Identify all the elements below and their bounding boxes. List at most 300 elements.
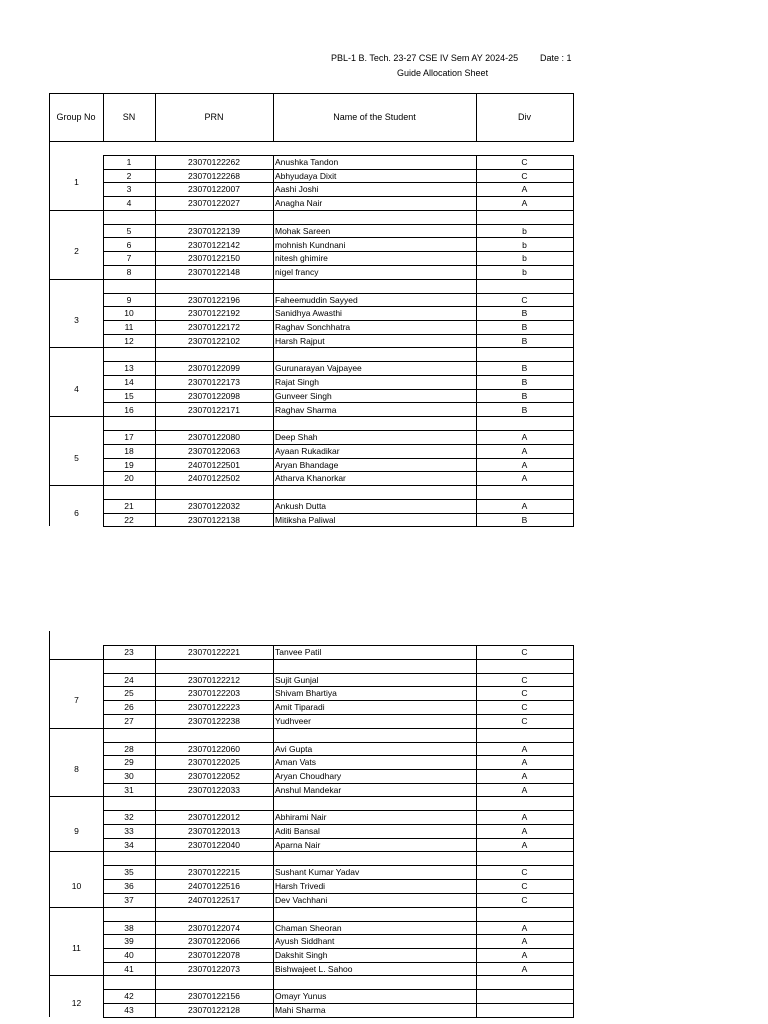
grid-line <box>103 673 104 728</box>
grid-line <box>273 659 274 673</box>
grid-line <box>155 810 156 851</box>
div-cell: C <box>521 157 528 167</box>
sn-cell: 32 <box>124 812 134 823</box>
prn-cell: 23070122033 <box>187 784 240 795</box>
grid-line <box>476 921 477 975</box>
grid-line <box>273 728 274 742</box>
sn-cell: 12 <box>124 335 134 346</box>
prn-cell: 23070122139 <box>187 225 240 236</box>
grid-line <box>155 659 156 673</box>
student-name-cell: Faheemuddin Sayyed <box>275 294 358 305</box>
grid-line <box>103 796 104 810</box>
grid-line <box>49 907 50 921</box>
student-name-cell: Raghav Sharma <box>275 404 337 415</box>
sn-cell: 42 <box>124 991 134 1002</box>
sn-cell: 17 <box>124 432 134 443</box>
grid-line <box>49 728 574 729</box>
student-name-cell: Shivam Bhartiya <box>275 688 337 699</box>
student-name-cell: Rajat Singh <box>275 377 319 388</box>
div-cell: B <box>521 514 528 525</box>
div-cell: C <box>521 867 528 878</box>
grid-line <box>273 810 274 851</box>
grid-line <box>49 279 574 280</box>
grid-line <box>103 210 104 224</box>
grid-line <box>476 796 477 810</box>
div-cell: B <box>521 335 528 346</box>
student-name-cell: Omayr Yunus <box>275 991 327 1002</box>
sn-cell: 36 <box>124 881 134 892</box>
div-cell: A <box>521 459 528 470</box>
grid-line <box>273 921 274 975</box>
student-name-cell: Raghav Sonchhatra <box>275 322 351 332</box>
prn-cell: 23070122074 <box>187 922 240 933</box>
grid-line <box>103 851 104 865</box>
grid-line <box>273 293 274 347</box>
prn-cell: 23070122221 <box>187 647 240 657</box>
sn-cell: 2 <box>126 170 132 181</box>
sheet-subtitle: Guide Allocation Sheet <box>397 68 489 78</box>
grid-line <box>573 293 574 347</box>
grid-line <box>476 975 477 989</box>
grid-line <box>103 728 104 742</box>
sn-cell: 24 <box>124 674 134 685</box>
grid-line <box>155 989 156 1017</box>
div-cell: A <box>521 501 528 511</box>
grid-line <box>155 485 156 499</box>
student-name-cell: Deep Shah <box>275 432 318 443</box>
grid-line <box>273 673 274 728</box>
div-cell: A <box>521 963 528 974</box>
div-cell: A <box>521 184 528 195</box>
grid-line <box>476 347 477 361</box>
grid-line <box>49 907 574 908</box>
column-header-div: Div <box>518 112 531 122</box>
grid-line <box>103 921 104 975</box>
grid-line <box>476 224 477 279</box>
sn-cell: 18 <box>124 445 134 456</box>
prn-cell: 23070122156 <box>187 991 240 1002</box>
student-name-cell: mohnish Kundnani <box>275 239 346 250</box>
sn-cell: 30 <box>124 770 134 781</box>
sn-cell: 33 <box>124 826 134 836</box>
student-name-cell: Ankush Dutta <box>275 501 327 511</box>
div-cell: B <box>521 404 528 415</box>
student-name-cell: Amit Tiparadi <box>275 702 325 713</box>
grid-line <box>103 921 574 922</box>
div-cell: B <box>521 363 528 374</box>
grid-line <box>49 210 50 224</box>
sn-cell: 5 <box>126 225 132 236</box>
student-name-cell: Aditi Bansal <box>275 826 320 836</box>
grid-line <box>476 155 477 210</box>
grid-line <box>476 989 477 1017</box>
student-name-cell: Anushka Tandon <box>275 157 339 167</box>
div-cell: C <box>521 688 528 699</box>
grid-line <box>49 347 574 348</box>
sn-cell: 23 <box>124 647 134 657</box>
sn-cell: 37 <box>124 894 134 905</box>
sn-cell: 35 <box>124 867 134 878</box>
sn-cell: 15 <box>124 390 134 401</box>
student-name-cell: Aashi Joshi <box>275 184 319 195</box>
student-name-cell: Gunveer Singh <box>275 390 332 401</box>
student-name-cell: Anagha Nair <box>275 198 323 209</box>
grid-line <box>103 155 104 210</box>
group-number: 9 <box>74 826 79 836</box>
grid-line <box>103 361 574 362</box>
grid-line <box>103 224 104 279</box>
grid-line <box>273 989 274 1017</box>
prn-cell: 23070122052 <box>187 770 240 781</box>
prn-cell: 23070122262 <box>187 157 240 167</box>
sn-cell: 8 <box>126 266 132 277</box>
prn-cell: 23070122063 <box>187 445 240 456</box>
div-cell: A <box>521 949 528 960</box>
grid-line <box>476 728 477 742</box>
grid-line <box>155 645 156 659</box>
grid-line <box>103 499 104 526</box>
grid-line <box>476 279 477 293</box>
div-cell: A <box>521 757 528 768</box>
sn-cell: 3 <box>126 184 132 195</box>
grid-line <box>573 796 574 810</box>
grid-line <box>49 485 50 499</box>
student-name-cell: Harsh Rajput <box>275 335 325 346</box>
sn-cell: 10 <box>124 308 134 319</box>
grid-line <box>273 485 274 499</box>
prn-cell: 23070122138 <box>187 514 240 525</box>
grid-line <box>155 673 156 728</box>
grid-line <box>573 810 574 851</box>
grid-line <box>155 499 156 526</box>
prn-cell: 23070122238 <box>187 715 240 726</box>
grid-line <box>573 499 574 526</box>
grid-line <box>155 921 156 975</box>
div-cell: A <box>521 432 528 443</box>
column-header-group-no: Group No <box>56 112 96 122</box>
grid-line <box>573 430 574 485</box>
grid-line <box>573 975 574 989</box>
div-cell: C <box>521 170 528 181</box>
prn-cell: 23070122099 <box>187 363 240 374</box>
grid-line <box>155 224 156 279</box>
prn-cell: 23070122196 <box>187 294 240 305</box>
div-cell: b <box>522 266 527 277</box>
grid-line <box>476 907 477 921</box>
grid-line <box>573 645 574 659</box>
grid-line <box>103 645 574 646</box>
student-name-cell: Anshul Mandekar <box>275 784 342 795</box>
student-name-cell: Atharva Khanorkar <box>275 473 346 484</box>
prn-cell: 23070122098 <box>187 390 240 401</box>
grid-line <box>476 416 477 430</box>
grid-line <box>573 989 574 1017</box>
grid-line <box>103 742 574 743</box>
grid-line <box>103 430 104 485</box>
student-name-cell: Aparna Nair <box>275 839 321 850</box>
student-name-cell: Aryan Bhandage <box>275 459 339 470</box>
div-cell: C <box>521 715 528 726</box>
grid-line <box>476 430 477 485</box>
div-cell: A <box>521 743 528 754</box>
sn-cell: 7 <box>126 253 132 264</box>
prn-cell: 23070122060 <box>187 743 240 754</box>
sn-cell: 6 <box>126 239 132 250</box>
grid-line <box>49 416 574 417</box>
grid-line <box>155 210 156 224</box>
div-cell: C <box>521 702 528 713</box>
student-name-cell: Mohak Sareen <box>275 225 331 236</box>
grid-line <box>155 279 156 293</box>
grid-line <box>103 989 574 990</box>
div-cell: A <box>521 784 528 795</box>
group-number: 10 <box>71 881 82 891</box>
sn-cell: 27 <box>124 715 134 726</box>
sn-cell: 22 <box>124 514 134 525</box>
grid-line <box>155 293 156 347</box>
grid-line <box>103 810 104 851</box>
grid-line <box>49 631 50 659</box>
div-cell: A <box>521 812 528 823</box>
sn-cell: 34 <box>124 839 134 850</box>
prn-cell: 23070122013 <box>187 826 240 836</box>
group-number: 1 <box>74 177 79 187</box>
grid-line <box>155 155 156 210</box>
student-name-cell: Abhirami Nair <box>275 812 327 823</box>
grid-line <box>103 907 104 921</box>
grid-line <box>155 728 156 742</box>
prn-cell: 24070122502 <box>187 473 240 484</box>
prn-cell: 23070122172 <box>187 322 240 332</box>
grid-line <box>103 485 104 499</box>
div-cell: B <box>521 377 528 388</box>
div-cell: C <box>521 881 528 892</box>
grid-line <box>573 728 574 742</box>
prn-cell: 23070122268 <box>187 170 240 181</box>
student-name-cell: Mitiksha Paliwal <box>275 514 336 525</box>
grid-line <box>476 865 477 907</box>
grid-line <box>573 155 574 210</box>
student-name-cell: Aman Vats <box>275 757 316 768</box>
grid-line <box>273 975 274 989</box>
column-header-name: Name of the Student <box>333 112 416 122</box>
grid-line <box>573 361 574 416</box>
grid-line <box>273 430 274 485</box>
student-name-cell: Ayaan Rukadikar <box>275 445 340 456</box>
prn-cell: 23070122173 <box>187 377 240 388</box>
grid-line <box>49 728 50 742</box>
grid-line <box>476 673 477 728</box>
grid-line <box>476 742 477 796</box>
group-number: 12 <box>71 998 82 1008</box>
div-cell: b <box>522 239 527 250</box>
grid-line <box>273 210 274 224</box>
student-name-cell: Sushant Kumar Yadav <box>275 867 360 878</box>
sheet-title: PBL-1 B. Tech. 23-27 CSE IV Sem AY 2024-25 <box>331 53 519 63</box>
grid-line <box>103 347 104 361</box>
grid-line <box>103 526 574 527</box>
sn-cell: 11 <box>124 322 134 332</box>
grid-line <box>573 742 574 796</box>
grid-line <box>49 416 50 430</box>
grid-line <box>155 430 156 485</box>
group-number: 7 <box>74 695 79 705</box>
grid-line <box>573 851 574 865</box>
prn-cell: 23070122040 <box>187 839 240 850</box>
prn-cell: 23070122102 <box>187 335 240 346</box>
prn-cell: 23070122012 <box>187 812 240 823</box>
grid-line <box>273 224 274 279</box>
sn-cell: 38 <box>124 922 134 933</box>
div-cell: A <box>521 770 528 781</box>
prn-cell: 23070122032 <box>187 501 240 511</box>
grid-line <box>273 796 274 810</box>
grid-line <box>155 796 156 810</box>
grid-line <box>273 742 274 796</box>
div-cell: A <box>521 445 528 456</box>
grid-line <box>273 155 274 210</box>
student-name-cell: nigel francy <box>275 266 319 277</box>
sn-cell: 14 <box>124 377 134 388</box>
grid-line <box>573 210 574 224</box>
grid-line <box>273 499 274 526</box>
grid-line <box>273 851 274 865</box>
student-name-cell: Aryan Choudhary <box>275 770 342 781</box>
sn-cell: 19 <box>124 459 134 470</box>
grid-line <box>476 499 477 526</box>
grid-line <box>476 645 477 659</box>
prn-cell: 24070122517 <box>187 894 240 905</box>
prn-cell: 24070122501 <box>187 459 240 470</box>
grid-line <box>573 416 574 430</box>
sn-cell: 43 <box>124 1005 134 1015</box>
student-name-cell: Ayush Siddhant <box>275 936 335 947</box>
grid-line <box>103 361 104 416</box>
grid-line <box>49 485 574 486</box>
grid-line <box>273 361 274 416</box>
group-number: 3 <box>74 315 79 325</box>
sn-cell: 41 <box>124 963 134 974</box>
grid-line <box>273 279 274 293</box>
grid-line <box>573 279 574 293</box>
grid-line <box>476 293 477 347</box>
grid-line <box>273 416 274 430</box>
grid-line <box>573 921 574 975</box>
grid-line <box>49 347 50 361</box>
student-name-cell: Tanvee Patil <box>275 647 322 657</box>
grid-line <box>273 907 274 921</box>
grid-line <box>49 851 574 852</box>
prn-cell: 24070122516 <box>187 881 240 892</box>
div-cell: B <box>521 322 528 332</box>
grid-line <box>49 279 50 293</box>
div-cell: B <box>521 390 528 401</box>
div-cell: b <box>522 225 527 236</box>
grid-line <box>273 645 274 659</box>
prn-cell: 23070122078 <box>187 949 240 960</box>
sn-cell: 40 <box>124 949 134 960</box>
grid-line <box>573 865 574 907</box>
grid-line <box>103 742 104 796</box>
prn-cell: 23070122142 <box>187 239 240 250</box>
student-name-cell: Bishwajeet L. Sahoo <box>275 963 353 974</box>
sn-cell: 9 <box>126 294 132 305</box>
grid-line <box>155 416 156 430</box>
div-cell: A <box>521 198 528 209</box>
student-name-cell: Sanidhya Awasthi <box>275 308 342 319</box>
prn-cell: 23070122212 <box>187 674 240 685</box>
grid-line <box>476 659 477 673</box>
grid-line <box>49 851 50 865</box>
grid-line <box>155 851 156 865</box>
grid-line <box>155 907 156 921</box>
grid-line <box>49 141 50 210</box>
prn-cell: 23070122080 <box>187 432 240 443</box>
sn-cell: 29 <box>124 757 134 768</box>
grid-line <box>476 810 477 851</box>
grid-line <box>49 659 50 673</box>
student-name-cell: Gurunarayan Vajpayee <box>275 363 362 374</box>
div-cell: C <box>521 674 528 685</box>
grid-line <box>103 975 104 989</box>
grid-line <box>103 865 574 866</box>
grid-line <box>103 293 574 294</box>
div-cell: A <box>521 839 528 850</box>
grid-line <box>273 865 274 907</box>
grid-line <box>476 851 477 865</box>
grid-line <box>103 673 574 674</box>
group-number: 8 <box>74 764 79 774</box>
prn-cell: 23070122150 <box>187 253 240 264</box>
grid-line <box>103 659 104 673</box>
prn-cell: 23070122027 <box>187 198 240 209</box>
student-name-cell: Avi Gupta <box>275 743 313 754</box>
grid-line <box>155 347 156 361</box>
grid-line <box>49 659 574 660</box>
grid-line <box>49 975 50 989</box>
grid-line <box>103 155 574 156</box>
sn-cell: 13 <box>124 363 134 374</box>
grid-line <box>103 865 104 907</box>
grid-line <box>103 224 574 225</box>
student-name-cell: Harsh Trivedi <box>275 881 326 892</box>
grid-line <box>155 865 156 907</box>
div-cell: A <box>521 473 528 484</box>
grid-line <box>103 416 104 430</box>
grid-line <box>103 499 574 500</box>
student-name-cell: Dakshit Singh <box>275 949 328 960</box>
grid-line <box>49 210 574 211</box>
column-header-prn: PRN <box>204 112 224 122</box>
div-cell: C <box>521 647 528 657</box>
grid-line <box>476 210 477 224</box>
grid-line <box>103 279 104 293</box>
grid-line <box>573 224 574 279</box>
sn-cell: 21 <box>124 501 134 511</box>
sn-cell: 4 <box>126 198 132 209</box>
grid-line <box>155 742 156 796</box>
sn-cell: 39 <box>124 936 134 947</box>
div-cell: A <box>521 826 528 836</box>
prn-cell: 23070122073 <box>187 963 240 974</box>
sn-cell: 26 <box>124 702 134 713</box>
sn-cell: 16 <box>124 404 134 415</box>
grid-line <box>49 796 50 810</box>
student-name-cell: Abhyudaya Dixit <box>275 170 337 181</box>
div-cell: A <box>521 922 528 933</box>
grid-line <box>273 347 274 361</box>
sn-cell: 20 <box>124 473 134 484</box>
